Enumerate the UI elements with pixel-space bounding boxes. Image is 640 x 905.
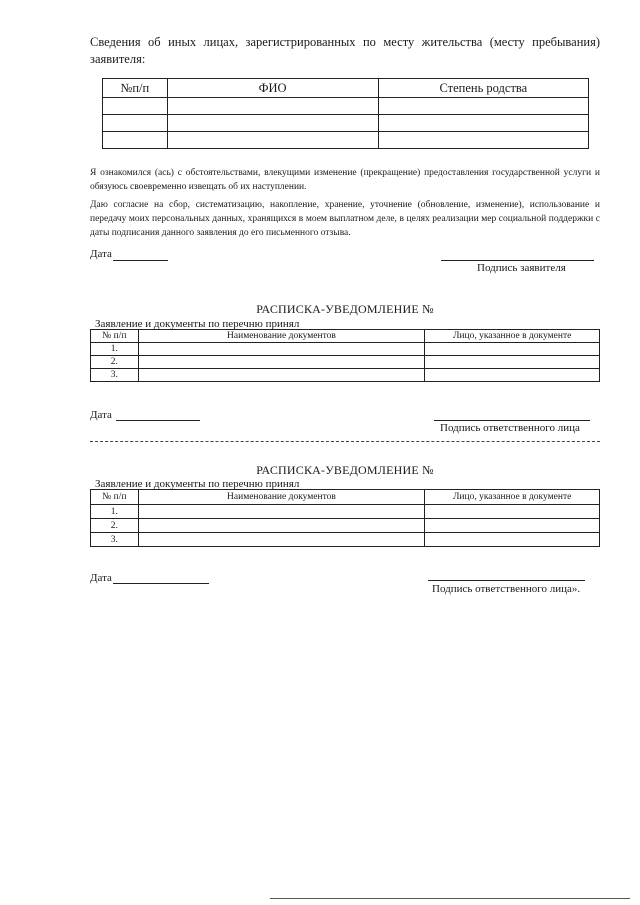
table-cell[interactable] bbox=[378, 98, 588, 115]
table-row bbox=[91, 519, 600, 533]
receipt-date-line[interactable] bbox=[113, 583, 209, 584]
table-cell[interactable] bbox=[138, 356, 425, 369]
row-number: 1. bbox=[91, 343, 139, 356]
receipt-title: РАСПИСКА-УВЕДОМЛЕНИЕ № bbox=[256, 463, 434, 477]
table-cell[interactable] bbox=[138, 519, 425, 533]
applicant-date-line[interactable] bbox=[113, 260, 168, 261]
receipt-signature-line[interactable] bbox=[428, 580, 585, 581]
receipt-subtitle: Заявление и документы по перечню принял bbox=[95, 478, 300, 490]
table-header-row bbox=[91, 490, 600, 505]
acknowledgement-text: Я ознакомился (ась) с обстоятельствами, влекущими изменение (прекращение) предоставления государственной услуги и обязуюсь своевременно извещать об их наступлении. bbox=[90, 168, 600, 192]
intro-text: Сведения об иных лицах, зарегистрированных по месту жительства (месту пребывания) заявителя: bbox=[90, 35, 600, 66]
table-row bbox=[91, 356, 600, 369]
table-row bbox=[91, 533, 600, 547]
table-row bbox=[91, 343, 600, 356]
table-cell[interactable] bbox=[425, 369, 600, 382]
table-cell[interactable] bbox=[378, 132, 588, 149]
table-row bbox=[103, 115, 589, 132]
receipt-signature-line[interactable] bbox=[434, 420, 590, 421]
column-header: Лицо, указанное в документе bbox=[425, 490, 600, 505]
row-number: 1. bbox=[91, 505, 139, 519]
footer-line bbox=[270, 898, 630, 899]
row-number: 3. bbox=[91, 369, 139, 382]
column-header: № п/п bbox=[91, 490, 139, 505]
row-number: 2. bbox=[91, 519, 139, 533]
table-cell[interactable] bbox=[167, 98, 378, 115]
table-row bbox=[103, 98, 589, 115]
receipt-documents-table bbox=[90, 329, 600, 382]
table-cell[interactable] bbox=[138, 505, 425, 519]
table-cell[interactable] bbox=[425, 505, 600, 519]
applicant-signature-caption: Подпись заявителя bbox=[477, 262, 566, 274]
table-cell[interactable] bbox=[103, 98, 168, 115]
table-cell[interactable] bbox=[425, 533, 600, 547]
column-header: Степень родства bbox=[378, 79, 588, 98]
table-cell[interactable] bbox=[378, 115, 588, 132]
column-header: Наименование документов bbox=[138, 490, 425, 505]
column-header: №п/п bbox=[103, 79, 168, 98]
column-header: № п/п bbox=[91, 330, 139, 343]
receipt-date-label: Дата bbox=[90, 572, 112, 584]
table-cell[interactable] bbox=[103, 132, 168, 149]
column-header: Лицо, указанное в документе bbox=[425, 330, 600, 343]
persons-table bbox=[102, 78, 589, 149]
table-row bbox=[103, 132, 589, 149]
row-number: 3. bbox=[91, 533, 139, 547]
consent-text: Даю согласие на сбор, систематизацию, накопление, хранение, уточнение (обновление, изменение), использование и передачу моих персональных данных, хранящихся в моем выплатном деле, в целях реализации мер социальной поддержки с даты подписания данного заявления до его письменного отзыва. bbox=[90, 200, 600, 238]
table-cell[interactable] bbox=[138, 343, 425, 356]
applicant-signature-line[interactable] bbox=[441, 260, 594, 261]
column-header: Наименование документов bbox=[138, 330, 425, 343]
table-row bbox=[91, 369, 600, 382]
table-header-row bbox=[103, 79, 589, 98]
table-cell[interactable] bbox=[425, 343, 600, 356]
table-cell[interactable] bbox=[425, 519, 600, 533]
receipt-documents-table bbox=[90, 489, 600, 547]
table-cell[interactable] bbox=[138, 369, 425, 382]
applicant-date-label: Дата bbox=[90, 248, 112, 260]
receipt-signature-caption: Подпись ответственного лица». bbox=[432, 583, 581, 595]
cut-line bbox=[90, 441, 600, 442]
receipt-date-line[interactable] bbox=[116, 420, 200, 421]
table-header-row bbox=[91, 330, 600, 343]
row-number: 2. bbox=[91, 356, 139, 369]
receipt-signature-caption: Подпись ответственного лица bbox=[440, 422, 580, 434]
table-cell[interactable] bbox=[103, 115, 168, 132]
receipt-date-label: Дата bbox=[90, 409, 112, 421]
column-header: ФИО bbox=[167, 79, 378, 98]
receipt-subtitle: Заявление и документы по перечню принял bbox=[95, 318, 300, 330]
table-cell[interactable] bbox=[425, 356, 600, 369]
table-row bbox=[91, 505, 600, 519]
table-cell[interactable] bbox=[167, 132, 378, 149]
table-cell[interactable] bbox=[167, 115, 378, 132]
receipt-title: РАСПИСКА-УВЕДОМЛЕНИЕ № bbox=[256, 302, 434, 316]
table-cell[interactable] bbox=[138, 533, 425, 547]
